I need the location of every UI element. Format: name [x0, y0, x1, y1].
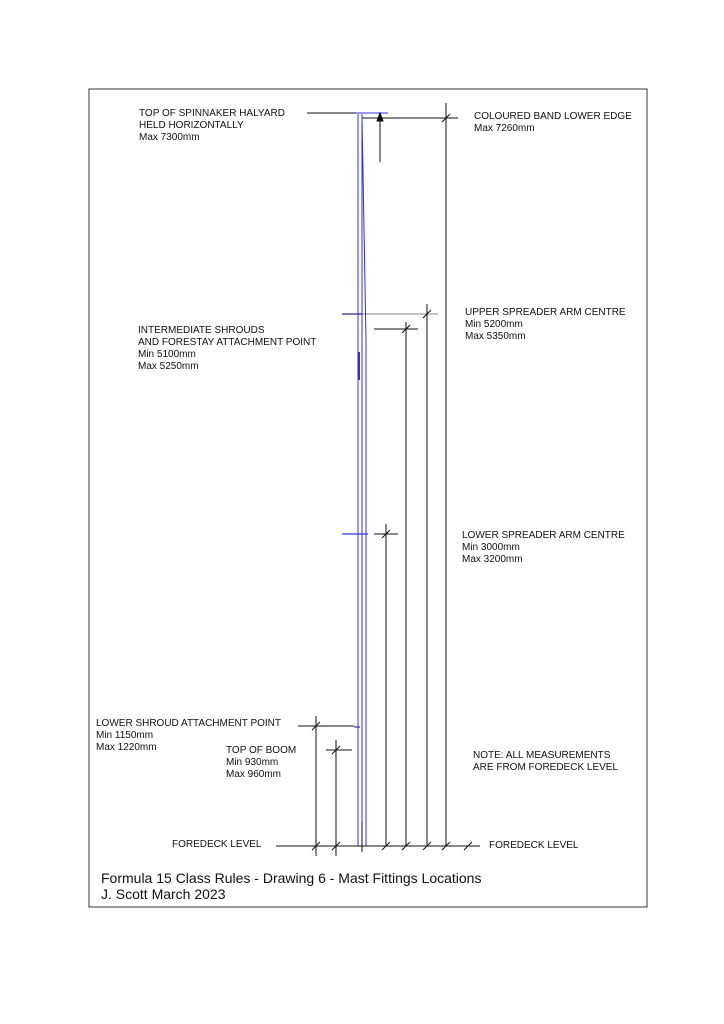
- coloured-band-label: [474, 111, 632, 135]
- foredeck-level-right: FOREDECK LEVEL: [489, 840, 579, 851]
- lower-shroud-max: Max 1220mm: [96, 742, 157, 753]
- drawing-frame: [89, 89, 647, 907]
- note-line2: ARE FROM FOREDECK LEVEL: [473, 762, 619, 773]
- drawing-title: Formula 15 Class Rules - Drawing 6 - Mast Fittings Locations: [101, 870, 482, 886]
- upper-spreader-line1: UPPER SPREADER ARM CENTRE: [465, 307, 626, 318]
- intermediate-shrouds-label: [138, 325, 316, 373]
- note-line1: NOTE: ALL MEASUREMENTS: [473, 750, 611, 761]
- band-max: Max 7260mm: [474, 123, 535, 134]
- measurement-note: [473, 750, 618, 774]
- spinnaker-line2: HELD HORIZONTALLY: [139, 120, 244, 131]
- drawing-author-date: J. Scott March 2023: [101, 886, 226, 902]
- boom-min: Min 930mm: [226, 757, 279, 768]
- measure-lines: [276, 103, 480, 856]
- upper-spreader-max: Max 5350mm: [465, 331, 526, 342]
- band-line1: COLOURED BAND LOWER EDGE: [474, 111, 632, 122]
- boom-line1: TOP OF BOOM: [226, 745, 297, 756]
- upper-spreader-label: [465, 307, 626, 343]
- top-of-boom-label: [226, 745, 296, 781]
- foredeck-level-left: FOREDECK LEVEL: [172, 839, 262, 850]
- lower-spreader-line1: LOWER SPREADER ARM CENTRE: [462, 530, 625, 541]
- lower-spreader-min: Min 3000mm: [462, 542, 520, 553]
- intermediate-line2: AND FORESTAY ATTACHMENT POINT: [138, 337, 317, 348]
- upper-spreader-min: Min 5200mm: [465, 319, 523, 330]
- intermediate-line1: INTERMEDIATE SHROUDS: [138, 325, 265, 336]
- intermediate-max: Max 5250mm: [138, 361, 199, 372]
- spinnaker-max: Max 7300mm: [139, 132, 200, 143]
- lower-spreader-label: [462, 530, 625, 566]
- spinnaker-halyard-label: [139, 108, 285, 144]
- spinnaker-line1: TOP OF SPINNAKER HALYARD: [139, 108, 285, 119]
- mast: [342, 113, 388, 846]
- intermediate-min: Min 5100mm: [138, 349, 196, 360]
- lower-shroud-line1: LOWER SHROUD ATTACHMENT POINT: [96, 718, 282, 729]
- boom-max: Max 960mm: [226, 769, 282, 780]
- lower-spreader-max: Max 3200mm: [462, 554, 523, 565]
- lower-shroud-min: Min 1150mm: [96, 730, 154, 741]
